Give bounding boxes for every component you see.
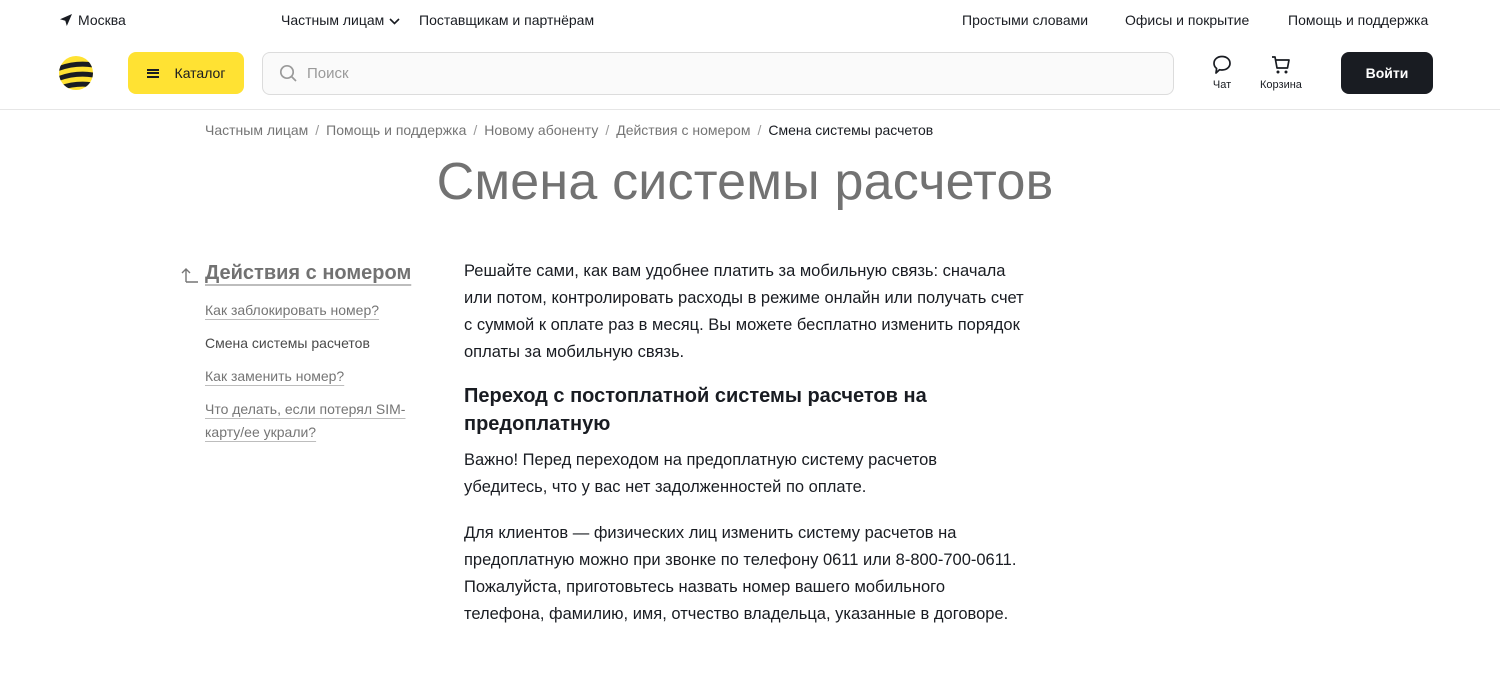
top-bar: [0, 0, 1500, 42]
article-prepare-paragraph: Пожалуйста, приготовьтесь назвать номер вашего мобильного телефона, фамилию, имя, отчество владельца, указанные в договоре.: [464, 578, 1009, 623]
chat-label: Чат: [1212, 79, 1232, 91]
sidenav-list: [205, 299, 420, 444]
article: [464, 258, 1024, 628]
chat-button[interactable]: [1211, 54, 1233, 91]
cart-icon: [1270, 54, 1292, 76]
sidenav-item-replace-number[interactable]: [205, 365, 420, 388]
chat-icon: [1211, 54, 1233, 76]
nav-simple-words-label: Простыми словами: [962, 12, 1089, 28]
location-arrow-icon: [59, 13, 73, 27]
header: [0, 42, 1500, 110]
cart-label: Корзина: [1260, 79, 1302, 91]
sidenav-item-lost-sim[interactable]: [205, 398, 415, 444]
login-button[interactable]: Войти: [1341, 52, 1433, 94]
breadcrumb-number-actions[interactable]: Действия с номером: [616, 122, 751, 138]
breadcrumb-separator: /: [315, 122, 320, 138]
breadcrumb-private-persons[interactable]: Частным лицам: [205, 122, 309, 138]
sidenav-back-title: Действия с номером: [205, 262, 412, 284]
sidenav-item-block-number[interactable]: [205, 299, 420, 322]
breadcrumb: [205, 122, 933, 138]
page-title: Смена системы расчетов: [436, 153, 1054, 211]
breadcrumb-current: Смена системы расчетов: [768, 122, 934, 138]
article-phone-paragraph: Для клиентов — физических лиц изменить систему расчетов на предоплатную можно при звонке по телефону 0611 или 8-800-700-0611.: [464, 524, 1017, 569]
nav-help-label: Помощь и поддержка: [1288, 12, 1429, 28]
search-box[interactable]: [262, 52, 1174, 95]
catalog-button-label: Каталог: [174, 65, 226, 81]
breadcrumb-new-subscriber[interactable]: Новому абоненту: [484, 122, 599, 138]
nav-private-persons[interactable]: [281, 12, 400, 28]
nav-private-persons-label: Частным лицам: [281, 12, 385, 28]
sidenav-item-label: Что делать, если потерял SIM-карту/ее украли?: [205, 401, 406, 440]
sidenav-item-billing-change: Смена системы расчетов: [205, 335, 370, 351]
city-selector[interactable]: [59, 12, 126, 28]
breadcrumb-separator: /: [757, 122, 762, 138]
cart-button[interactable]: [1260, 54, 1302, 91]
search-icon: [279, 64, 298, 83]
article-note: Важно! Перед переходом на предоплатную систему расчетов убедитесь, что у вас нет задолженностей по оплате.: [464, 451, 938, 496]
nav-suppliers-label: Поставщикам и партнёрам: [419, 12, 595, 28]
nav-offices-label: Офисы и покрытие: [1125, 12, 1250, 28]
city-label: Москва: [78, 12, 126, 28]
breadcrumb-separator: /: [473, 122, 478, 138]
breadcrumb-help[interactable]: Помощь и поддержка: [326, 122, 467, 138]
back-up-arrow-icon: [180, 267, 200, 283]
logo-icon[interactable]: [58, 55, 94, 91]
article-intro: Решайте сами, как вам удобнее платить за мобильную связь: сначала или потом, контролировать расходы в режиме онлайн или получать счет с суммой к оплате раз в месяц. Вы можете бесплатно изменить порядок оплаты за мобильную связь.: [464, 262, 1024, 361]
sidenav-back-link[interactable]: [180, 262, 420, 285]
breadcrumb-separator: /: [605, 122, 610, 138]
side-navigation: [180, 262, 420, 454]
sidenav-item-label: Как заблокировать номер?: [205, 302, 380, 318]
nav-suppliers[interactable]: [419, 12, 594, 28]
sidenav-item-label: Как заменить номер?: [205, 368, 345, 384]
catalog-button[interactable]: [128, 52, 244, 94]
search-input[interactable]: [307, 54, 1147, 94]
nav-offices[interactable]: [1125, 12, 1249, 28]
article-heading: Переход с постоплатной системы расчетов на предоплатную: [464, 385, 927, 435]
nav-simple-words[interactable]: [962, 12, 1088, 28]
menu-icon: [147, 69, 159, 78]
nav-help[interactable]: [1288, 12, 1428, 28]
chevron-down-icon: [389, 18, 400, 25]
